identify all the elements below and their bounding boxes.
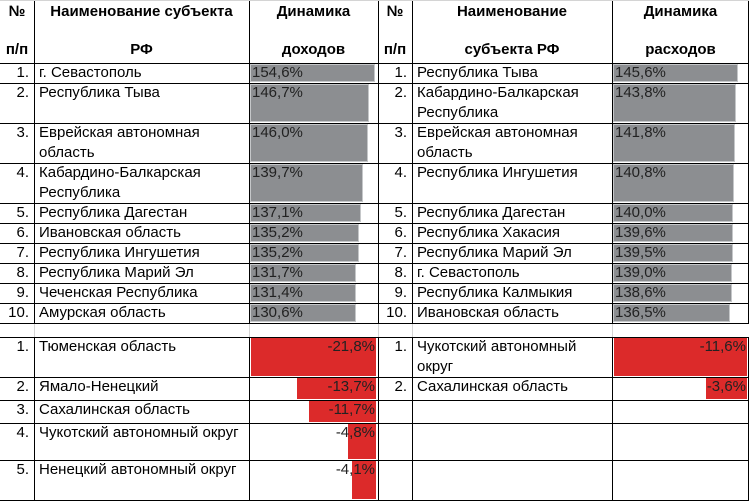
row-number (0, 303, 34, 323)
row-number (0, 223, 34, 243)
dynamics-value (249, 283, 378, 303)
region-name-text: Ямало-Ненецкий (39, 378, 159, 395)
row-number-text: 2. (16, 378, 29, 395)
region-name-text: г. Севастополь (39, 64, 142, 81)
grid-line (0, 500, 749, 501)
grid-line (378, 0, 379, 323)
dynamics-value (612, 223, 749, 243)
row-number (0, 377, 34, 400)
region-name (34, 83, 249, 123)
region-name (34, 377, 249, 400)
dynamics-value-text: 146,7% (252, 84, 303, 101)
row-number (0, 400, 34, 423)
row-number (378, 337, 412, 377)
region-name-text: Сахалинская область (417, 378, 568, 395)
dynamics-value-text: -4,8% (335, 424, 375, 441)
dynamics-value (249, 423, 378, 460)
dynamics-value (249, 123, 378, 163)
region-name-text: Республика Дагестан (39, 204, 188, 221)
dynamics-value-text: -3,6% (706, 378, 746, 395)
dynamics-value (249, 63, 378, 83)
dynamics-value-text: 130,6% (252, 304, 303, 321)
grid-line (412, 337, 413, 500)
grid-line (34, 0, 35, 323)
dynamics-value (612, 400, 749, 423)
dynamics-value-text: 146,0% (252, 124, 303, 141)
row-number (378, 63, 412, 83)
region-name (412, 63, 612, 83)
region-name-text: Республика Дагестан (417, 204, 566, 221)
region-name-header-line1: Наименование (456, 3, 568, 20)
row-number-text: 7. (16, 244, 29, 261)
dynamics-value-text: 154,6% (252, 64, 303, 81)
dynamics-value-text: -11,6% (699, 338, 746, 355)
dynamics-value-text: -11,7% (328, 401, 375, 418)
region-name (34, 400, 249, 423)
region-name-text: г. Севастополь (417, 264, 520, 281)
region-name (34, 337, 249, 377)
dynamics-value-text: 135,2% (252, 224, 303, 241)
region-name (34, 123, 249, 163)
dynamics-value (249, 460, 378, 500)
dynamics-header-line1: Динамика (276, 3, 351, 20)
region-name (34, 203, 249, 223)
region-name (34, 460, 249, 500)
region-name (412, 243, 612, 263)
dynamics-header-line2: доходов (281, 41, 346, 58)
row-number-text: 8. (394, 264, 407, 281)
row-number-text: 10. (8, 304, 29, 321)
row-number-text: 4. (394, 164, 407, 181)
number-header (0, 0, 34, 63)
region-name-header-line2: РФ (130, 41, 153, 58)
region-name (34, 243, 249, 263)
row-number-text: 2. (394, 378, 407, 395)
region-name-text: Кабардино-Балкарская Республика (417, 84, 579, 121)
region-name (412, 223, 612, 243)
dynamics-value-text: 136,5% (615, 304, 666, 321)
dynamics-value (612, 263, 749, 283)
region-name-text: Чеченская Республика (39, 284, 198, 301)
dynamics-value (612, 83, 749, 123)
dynamics-value-text: 139,0% (615, 264, 666, 281)
row-number (0, 63, 34, 83)
region-name (412, 83, 612, 123)
row-number (378, 83, 412, 123)
dynamics-value (612, 283, 749, 303)
row-number-text: 1. (16, 64, 29, 81)
dynamics-value-text: 135,2% (252, 244, 303, 261)
grid-line (34, 323, 35, 337)
dynamics-value (612, 423, 749, 460)
region-name-text: Республика Ингушетия (417, 164, 578, 181)
row-number-text: 5. (16, 204, 29, 221)
dynamics-value-text: 140,8% (615, 164, 666, 181)
region-name (412, 400, 612, 423)
row-number-text: 1. (16, 338, 29, 355)
dynamics-value (612, 203, 749, 223)
row-number (378, 400, 412, 423)
row-number (0, 263, 34, 283)
region-name-header-line1: Наименование субъекта (50, 3, 233, 20)
region-name (34, 303, 249, 323)
grid-line (378, 337, 379, 500)
dynamics-value-text: 131,4% (252, 284, 303, 301)
region-name (34, 163, 249, 203)
region-name-text: Чукотский автономный округ (39, 424, 239, 441)
row-number (378, 423, 412, 460)
grid-line (612, 323, 613, 337)
region-name (412, 123, 612, 163)
row-number (0, 123, 34, 163)
region-name-text: Еврейская автономная область (39, 124, 200, 161)
dynamics-value (612, 460, 749, 500)
row-number (378, 377, 412, 400)
dynamics-value-text: 137,1% (252, 204, 303, 221)
region-name-text: Республика Марий Эл (39, 264, 194, 281)
dynamics-value (249, 303, 378, 323)
row-number-text: 4. (16, 424, 29, 441)
number-header-line2: п/п (383, 41, 407, 58)
region-name-text: Тюменская область (39, 338, 177, 355)
row-number-text: 1. (394, 338, 407, 355)
grid-line (34, 337, 35, 500)
dynamics-value (249, 337, 378, 377)
row-number-text: 6. (394, 224, 407, 241)
number-header-line1: № (386, 3, 404, 20)
row-number (378, 123, 412, 163)
row-number (378, 460, 412, 500)
dynamics-value-text: -13,7% (327, 378, 375, 395)
dynamics-value (249, 263, 378, 283)
row-number (378, 163, 412, 203)
grid-line (412, 323, 413, 337)
dynamics-value (612, 377, 749, 400)
dynamics-value (249, 243, 378, 263)
row-number (0, 83, 34, 123)
region-name-text: Республика Калмыкия (417, 284, 573, 301)
dynamics-value (249, 377, 378, 400)
row-number (378, 243, 412, 263)
row-number-text: 9. (16, 284, 29, 301)
dynamics-value-text: 139,7% (252, 164, 303, 181)
grid-line (249, 337, 250, 500)
dynamics-value-text: 141,8% (615, 124, 666, 141)
region-name (412, 263, 612, 283)
row-number (0, 283, 34, 303)
dynamics-value-text: 139,6% (615, 224, 666, 241)
grid-line (249, 0, 250, 323)
row-number-text: 1. (394, 64, 407, 81)
region-name-text: Республика Тыва (39, 84, 160, 101)
dynamics-value-text: 138,6% (615, 284, 666, 301)
grid-line (412, 0, 413, 323)
row-number (378, 303, 412, 323)
row-number (0, 337, 34, 377)
row-number-text: 10. (386, 304, 407, 321)
region-name-text: Ивановская область (417, 304, 559, 321)
dynamics-value-text: -4,1% (335, 461, 375, 478)
region-name-header-line2: субъекта РФ (464, 41, 560, 58)
region-name (412, 163, 612, 203)
region-name (412, 337, 612, 377)
region-name-text: Республика Марий Эл (417, 244, 572, 261)
region-name-text: Ивановская область (39, 224, 181, 241)
dynamics-value-text: 139,5% (615, 244, 666, 261)
dynamics-header (612, 0, 749, 63)
row-number-text: 2. (394, 84, 407, 101)
region-name-text: Чукотский автономный округ (417, 338, 577, 375)
grid-line (378, 323, 379, 337)
region-name (412, 283, 612, 303)
row-number-text: 8. (16, 264, 29, 281)
region-name (34, 283, 249, 303)
region-name-text: Республика Тыва (417, 64, 538, 81)
region-name-text: Амурская область (39, 304, 166, 321)
dynamics-header (249, 0, 378, 63)
region-name (34, 223, 249, 243)
number-header-line1: № (8, 3, 26, 20)
row-number-text: 9. (394, 284, 407, 301)
grid-line (0, 323, 749, 324)
dynamics-value-text: -21,8% (327, 338, 375, 355)
region-name-text: Республика Ингушетия (39, 244, 200, 261)
region-name (412, 377, 612, 400)
region-name-text: Ненецкий автономный округ (39, 461, 237, 478)
region-name-header (34, 0, 249, 63)
row-number-text: 7. (394, 244, 407, 261)
row-number (378, 263, 412, 283)
row-number (0, 460, 34, 500)
dynamics-value (612, 163, 749, 203)
row-number-text: 3. (394, 124, 407, 141)
region-name (34, 423, 249, 460)
dynamics-value-text: 143,8% (615, 84, 666, 101)
number-header-line2: п/п (5, 41, 29, 58)
grid-line (612, 0, 613, 323)
row-number (0, 163, 34, 203)
dynamics-header-line2: расходов (645, 41, 716, 58)
row-number-text: 4. (16, 164, 29, 181)
row-number-text: 6. (16, 224, 29, 241)
region-name (34, 63, 249, 83)
row-number (0, 203, 34, 223)
region-name-text: Еврейская автономная область (417, 124, 578, 161)
dynamics-value (249, 163, 378, 203)
row-number-text: 5. (394, 204, 407, 221)
row-number-text: 3. (16, 401, 29, 418)
dynamics-value (612, 303, 749, 323)
row-number-text: 3. (16, 124, 29, 141)
dynamics-value-text: 140,0% (615, 204, 666, 221)
dynamics-value (249, 83, 378, 123)
region-name-header (412, 0, 612, 63)
row-number (0, 423, 34, 460)
region-name-text: Республика Хакасия (417, 224, 561, 241)
dynamics-value (249, 203, 378, 223)
dynamics-value (612, 63, 749, 83)
row-number (378, 283, 412, 303)
dynamics-value-text: 131,7% (252, 264, 303, 281)
dynamics-value (612, 123, 749, 163)
region-name-text: Сахалинская область (39, 401, 190, 418)
dynamics-value (612, 243, 749, 263)
dynamics-value (249, 223, 378, 243)
region-name (34, 263, 249, 283)
dynamics-value-text: 145,6% (615, 64, 666, 81)
row-number (0, 243, 34, 263)
row-number-text: 2. (16, 84, 29, 101)
dynamics-value (612, 337, 749, 377)
row-number-text: 5. (16, 461, 29, 478)
grid-line (612, 337, 613, 500)
grid-line (249, 323, 250, 337)
row-number (378, 203, 412, 223)
region-name (412, 460, 612, 500)
region-name-text: Кабардино-Балкарская Республика (39, 164, 201, 201)
dynamics-header-line1: Динамика (643, 3, 718, 20)
region-name (412, 303, 612, 323)
row-number (378, 223, 412, 243)
region-name (412, 203, 612, 223)
number-header (378, 0, 412, 63)
region-name (412, 423, 612, 460)
dynamics-value (249, 400, 378, 423)
grid-line (0, 0, 749, 1)
